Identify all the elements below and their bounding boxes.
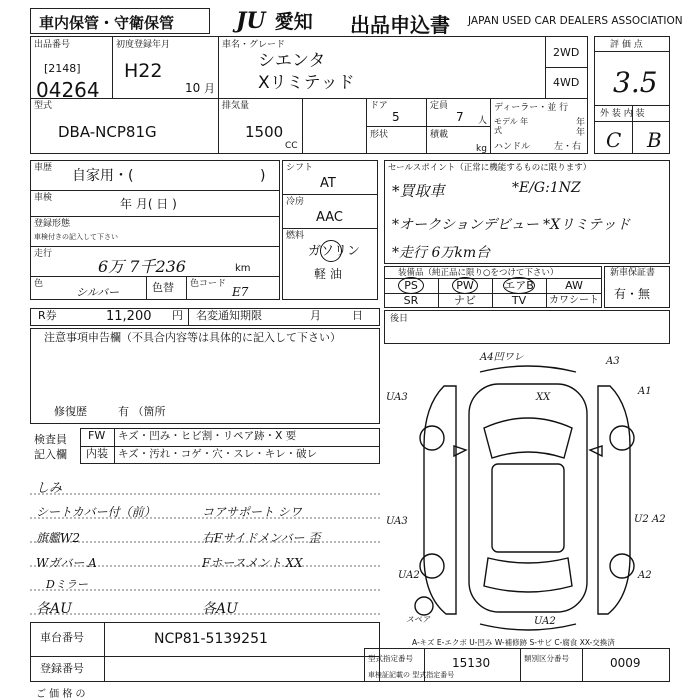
exterior-grade: C xyxy=(606,128,622,152)
note-0: しみ xyxy=(36,481,63,496)
displacement-label: 排気量 xyxy=(222,101,250,111)
note-2: コアサポート シワ xyxy=(202,505,302,519)
mark-a2-right: A2 xyxy=(638,570,652,581)
equip-pw: PW xyxy=(456,279,474,292)
rear-bumper xyxy=(480,624,576,630)
yen-unit: 円 xyxy=(172,309,183,322)
design-label: 型式指定番号 xyxy=(368,654,413,663)
note-6: Fホースメント XX xyxy=(202,556,303,570)
class-value: 0009 xyxy=(610,656,641,670)
door-label: ドア xyxy=(370,101,388,111)
chassis-label: 車台番号 xyxy=(40,631,84,644)
mileage-value: 6万 7千236 xyxy=(98,257,186,276)
model-year-label: モデル 年式 xyxy=(494,117,529,135)
equip-leather: カワシート xyxy=(549,295,599,306)
right-mirror xyxy=(590,446,602,456)
lot-label: 出品番号 xyxy=(34,40,71,50)
equip-airbag-circle xyxy=(503,277,535,294)
chassis-value: NCP81-5139251 xyxy=(154,631,268,647)
inspection-value: 年 月( 日 ) xyxy=(120,197,177,211)
sales-point-3: *走行 6万km台 xyxy=(392,245,491,261)
mark-ua2-bottom: UA2 xyxy=(534,616,556,627)
equip-navi: ナビ xyxy=(454,294,476,307)
mark-a3-top: A3 xyxy=(606,356,620,367)
roof xyxy=(492,464,564,552)
aircon-label: 冷房 xyxy=(286,197,305,207)
grade-score-label: 評 価 点 xyxy=(610,40,643,50)
equip-tv: TV xyxy=(511,294,527,307)
mark-ua3-mid: UA3 xyxy=(386,516,408,527)
inspection-label: 車検 xyxy=(34,193,53,203)
equip-ps-circle xyxy=(398,277,424,294)
caution-label: 注意事項申告欄（不具合内容等は具体的に記入して下さい） xyxy=(44,331,341,344)
left-rear-wheel xyxy=(420,554,444,578)
spare-tire xyxy=(415,597,433,615)
cc-unit: CC xyxy=(285,141,298,151)
front-bumper xyxy=(480,366,576,372)
new-cert-value: 有・無 xyxy=(614,287,651,301)
repair-label: 修復歴 xyxy=(54,405,87,418)
fuel-label: 燃料 xyxy=(286,231,305,241)
car-name: シエンタ xyxy=(258,51,326,71)
use-paren-close: ) xyxy=(260,168,266,184)
door-value: 5 xyxy=(392,110,400,124)
inner-items: キズ・汚れ・コゲ・穴・スレ・キレ・破レ xyxy=(118,448,318,460)
note-1: シートカバー付（前） xyxy=(36,505,156,519)
handle-label: ハンドル xyxy=(494,142,531,152)
color-code-value: E7 xyxy=(232,285,249,299)
after-label: 後日 xyxy=(390,314,409,324)
fuel-diesel: 軽 油 xyxy=(314,267,342,281)
type-label: 型式 xyxy=(34,101,53,111)
equip-ps: PS xyxy=(404,279,418,292)
rear-window xyxy=(484,558,572,592)
fuel-circle xyxy=(320,240,342,262)
first-reg-year: H22 xyxy=(124,60,163,82)
note-4: 右Fサイドメンバー 歪 xyxy=(202,531,321,545)
fuel-gasoline: ガソリン xyxy=(308,244,361,259)
ju-logo-text: JU xyxy=(236,8,266,34)
year-unit-2: 年 xyxy=(576,128,586,138)
inspector-label-2: 記入欄 xyxy=(34,448,67,461)
repair-value: 有 （箇所 xyxy=(118,405,166,418)
ju-region: 愛知 xyxy=(274,11,313,33)
sales-point-1b: *E/G:1NZ xyxy=(512,180,581,196)
note-7: Dミラー xyxy=(46,578,88,591)
r-label: R券 xyxy=(38,309,57,322)
lot-number: 04264 xyxy=(36,78,100,102)
first-reg-label: 初度登録年月 xyxy=(116,40,171,50)
sales-point-1: *買取車 xyxy=(392,182,445,200)
fw-label: FW xyxy=(88,429,106,442)
first-reg-month: 10 xyxy=(185,81,201,95)
right-rear-wheel xyxy=(610,554,634,578)
drive-2wd: 2WD xyxy=(553,46,580,59)
inspector-label-1: 検査員 xyxy=(34,433,67,446)
capacity-label: 定員 xyxy=(430,101,449,111)
car-grade: Xリミテッド xyxy=(258,73,355,93)
cert-label: 登録形態 xyxy=(34,219,71,229)
note-3: 旗艦W2 xyxy=(36,531,80,545)
color-label: 色 xyxy=(34,279,44,289)
interior-grade: B xyxy=(647,128,662,152)
person-unit: 人 xyxy=(478,116,488,126)
windshield xyxy=(484,418,572,458)
load-label: 積載 xyxy=(430,130,449,140)
mark-xx: XX xyxy=(536,392,551,403)
year-unit-1: 年 xyxy=(576,118,586,128)
color-code-label: 色コード xyxy=(190,279,227,289)
footer-text: ご 価 格 の xyxy=(36,689,86,700)
transfer-day: 日 xyxy=(352,309,363,322)
type-value: DBA-NCP81G xyxy=(58,123,157,141)
inspector-label xyxy=(34,432,67,462)
mark-spare: スペア xyxy=(406,615,430,624)
shape-label: 形状 xyxy=(370,130,389,140)
month-unit: 月 xyxy=(204,82,215,95)
storage-label-box xyxy=(30,8,210,34)
equip-aw: AW xyxy=(565,279,583,292)
right-side-view xyxy=(598,386,630,614)
sales-point-2: *オークションデビュー *Xリミテッド xyxy=(392,217,631,233)
design-value: 15130 xyxy=(452,656,491,670)
new-cert-label: 新車保証書 xyxy=(610,268,656,278)
equip-pw-circle xyxy=(452,277,478,294)
history-box xyxy=(30,160,280,300)
damage-legend: A-キズ E-エクボ U-凹み W-補修跡 S-サビ C-腐食 XX-交換済 xyxy=(412,638,615,647)
transfer-month: 月 xyxy=(310,309,321,322)
sales-point-label: セールスポイント（正常に機能するものに限ります） xyxy=(388,163,592,173)
note-5: Wガバー A xyxy=(36,556,97,570)
capacity-value: 7 xyxy=(456,110,464,124)
r-value: 11,200 xyxy=(106,309,152,324)
storage-label: 車内保管・守衛保管 xyxy=(39,14,175,32)
handle-value: 左・右 xyxy=(554,142,582,152)
grade-score: 3.5 xyxy=(613,66,658,99)
aircon-value: AAC xyxy=(316,210,343,225)
equip-airbag: エアB xyxy=(504,279,534,292)
equipment-label: 装備品（純正品に限り○をつけて下さい） xyxy=(398,268,559,278)
mark-ua2-left: UA2 xyxy=(398,570,420,581)
kg-unit: kg xyxy=(476,144,487,154)
equip-sr: SR xyxy=(403,294,419,307)
mark-u2a2: U2 A2 xyxy=(634,514,666,525)
shift-label: シフト xyxy=(286,163,314,173)
dealer-label: ディーラー・並 行 xyxy=(494,103,569,113)
displacement-value: 1500 xyxy=(245,123,284,141)
ju-logo xyxy=(236,7,313,34)
km-unit: km xyxy=(235,263,251,274)
class-label: 類別区分番号 xyxy=(524,654,569,663)
color-change-label: 色替 xyxy=(152,281,174,294)
form-title: 出品申込書 xyxy=(350,13,450,37)
car-damage-diagram xyxy=(384,346,670,632)
mileage-label: 走行 xyxy=(34,249,53,259)
shift-value: AT xyxy=(320,176,336,191)
note-9: 各AU xyxy=(202,601,238,617)
use-value: 自家用・( xyxy=(72,168,134,184)
form-title-en: JAPAN USED CAR DEALERS ASSOCIATION xyxy=(468,15,683,27)
cert-note: 車検付きの記入して下さい xyxy=(34,233,118,241)
design-label-2: 車検証記載の 型式指定番号 xyxy=(368,671,455,679)
lot-small: [2148] xyxy=(44,62,81,75)
transfer-label: 名変通知期限 xyxy=(196,309,262,322)
mark-ua3-left: UA3 xyxy=(386,392,408,403)
ext-int-label: 外 装 内 装 xyxy=(600,109,645,119)
mark-a4: A4凹ワレ xyxy=(480,352,524,363)
reg-label: 登録番号 xyxy=(40,662,84,675)
fw-items: キズ・凹み・ヒビ割・リペア跡・X 要 xyxy=(118,430,297,442)
color-value: シルバー xyxy=(76,286,119,299)
note-8: 各AU xyxy=(36,601,72,617)
use-label: 車歴 xyxy=(34,163,53,173)
drive-4wd: 4WD xyxy=(553,76,580,89)
mark-a1: A1 xyxy=(638,386,652,397)
left-side-view xyxy=(424,386,456,614)
inner-label: 内装 xyxy=(86,447,108,460)
after-box xyxy=(384,310,670,344)
model-label: 車名・グレード xyxy=(222,40,286,50)
